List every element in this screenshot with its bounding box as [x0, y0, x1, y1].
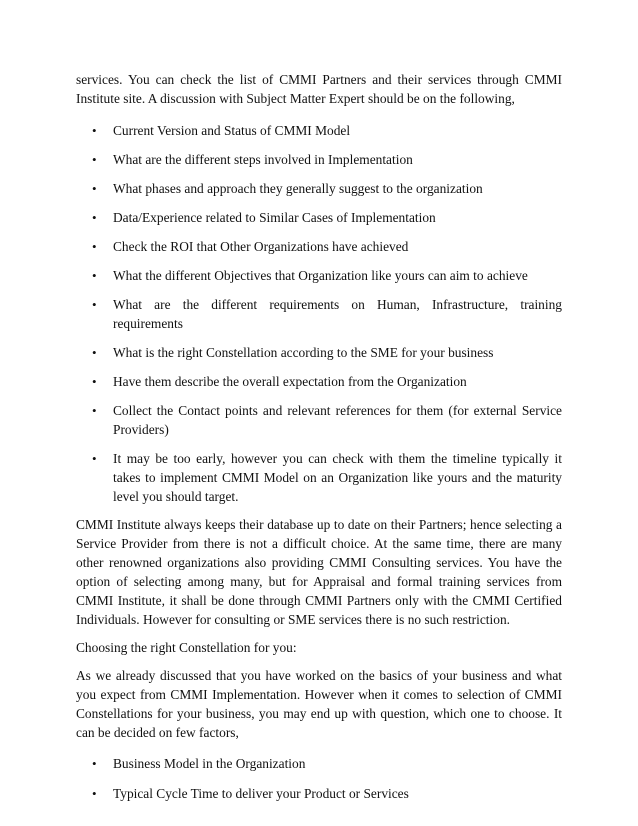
cmmi-institute-paragraph: CMMI Institute always keeps their database up to date on their Partners; hence selecting a Service Provider from there is not a difficult choice. At the same time, there are many other renowned organizations also providing CMMI Consulting services. You have the option of selecting among many, but for Appraisal and formal training services from CMMI Institute, it shall be done through CMMI Partners only with the CMMI Certified Individuals. However for consulting or SME services there is no such restriction. [76, 517, 562, 627]
list-item: • It may be too early, however you can check with them the timeline typically it takes to implement CMMI Model on an Organization like yours and the maturity level you should target. [92, 451, 562, 504]
bullet-icon: • [92, 268, 97, 283]
list-item: • What is the right Constellation according to the SME for your business [92, 345, 494, 360]
list-item: • Data/Experience related to Similar Cases of Implementation [92, 210, 436, 225]
bullet-icon: • [92, 374, 97, 389]
bullet-icon: • [92, 345, 97, 360]
intro-paragraph: services. You can check the list of CMMI Partners and their services through CMMI Institute site. A discussion with Subject Matter Expert should be on the following, [76, 72, 562, 106]
bullet-icon: • [92, 297, 97, 312]
list-item: • What are the different requirements on Human, Infrastructure, training requirements [92, 297, 562, 331]
list-item: • Business Model in the Organization [92, 756, 306, 771]
list-item: • Current Version and Status of CMMI Model [92, 123, 351, 138]
sme-discussion-list [76, 121, 562, 506]
list-item: • What are the different steps involved in Implementation [92, 152, 413, 167]
constellation-paragraph: As we already discussed that you have worked on the basics of your business and what you expect from CMMI Implementation. However when it comes to selection of CMMI Constellations for your business, you may end up with question, which one to choose. It can be decided on few factors, [76, 668, 562, 740]
list-item: • Typical Cycle Time to deliver your Product or Services [92, 786, 409, 801]
bullet-icon: • [92, 123, 97, 138]
section-heading: Choosing the right Constellation for you: [76, 640, 297, 655]
bullet-icon: • [92, 210, 97, 225]
bullet-icon: • [92, 403, 97, 418]
list-item: • Have them describe the overall expectation from the Organization [92, 374, 467, 389]
factors-list [76, 754, 562, 803]
bullet-icon: • [92, 239, 97, 254]
bullet-icon: • [92, 451, 97, 466]
list-item: • Check the ROI that Other Organizations have achieved [92, 239, 409, 254]
bullet-icon: • [92, 786, 97, 801]
list-item: • Collect the Contact points and relevant references for them (for external Service Providers) [92, 403, 562, 437]
bullet-icon: • [92, 756, 97, 771]
bullet-icon: • [92, 152, 97, 167]
bullet-icon: • [92, 181, 97, 196]
list-item: • What phases and approach they generally suggest to the organization [92, 181, 483, 196]
list-item: • What the different Objectives that Organization like yours can aim to achieve [92, 268, 528, 283]
